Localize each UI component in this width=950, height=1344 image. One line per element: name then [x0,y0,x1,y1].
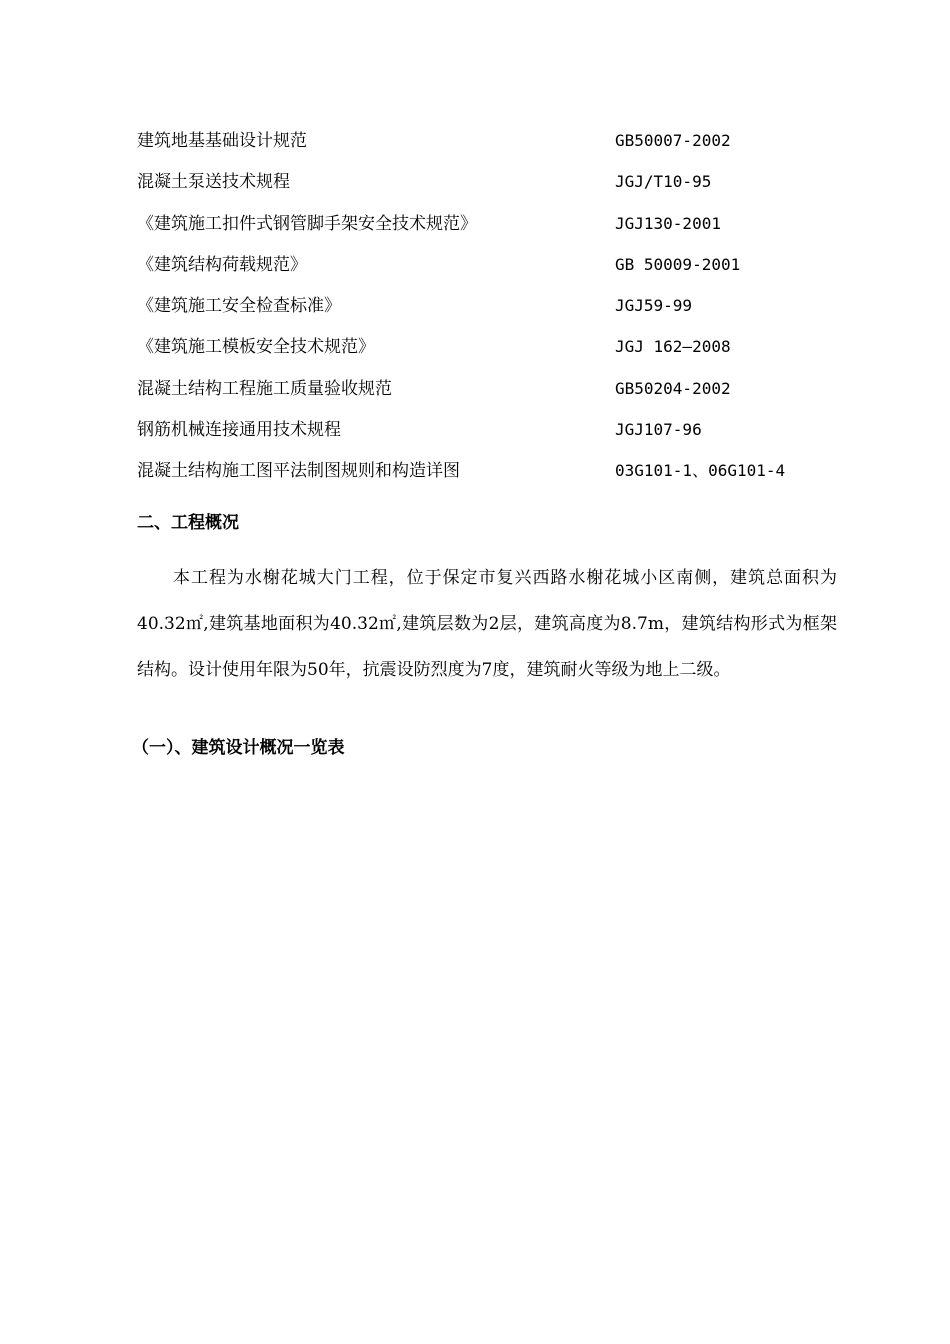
standard-row [137,209,837,250]
standard-name: 混凝土结构施工图平法制图规则和构造详图 [137,461,460,482]
standard-row [137,126,837,167]
standard-code: JGJ107-96 [615,420,702,440]
standard-name: 钢筋机械连接通用技术规程 [137,420,341,441]
project-overview-paragraph: 本工程为水榭花城大门工程，位于保定市复兴西路水榭花城小区南侧，建筑总面积为40.32㎡,建筑基地面积为40.32㎡,建筑层数为2层，建筑高度为8.7m，建筑结构形式为框架结构。设计使用年限为50年，抗震设防烈度为7度，建筑耐火等级为地上二级。 [137,568,837,680]
standard-name: 《建筑施工扣件式钢管脚手架安全技术规范》 [137,213,477,234]
standard-row [137,167,837,208]
standard-row [137,415,837,456]
standard-row [137,456,837,497]
standard-code: 03G101-1、06G101-4 [615,461,786,481]
standard-name: 《建筑结构荷载规范》 [137,254,307,275]
standard-code: JGJ130-2001 [615,213,721,233]
standard-code: GB 50009-2001 [615,254,741,274]
standard-name: 《建筑施工安全检查标准》 [137,296,341,317]
standard-code: JGJ/T10-95 [615,172,712,192]
standard-row [137,291,837,332]
standard-name: 混凝土结构工程施工质量验收规范 [137,378,392,399]
standard-row [137,332,837,373]
standard-code: JGJ 162—2008 [615,337,731,357]
section-heading: 二、工程概况 [137,513,239,533]
subsection-heading: （一）、建筑设计概况一览表 [132,738,345,758]
standard-row [137,374,837,415]
standard-name: 建筑地基基础设计规范 [137,131,307,151]
standard-code: GB50204-2002 [615,378,731,398]
standard-row [137,250,837,291]
standards-list [137,126,837,498]
standard-name: 混凝土泵送技术规程 [137,172,290,193]
standard-code: GB50007-2002 [615,131,731,150]
standard-name: 《建筑施工模板安全技术规范》 [137,337,375,358]
standard-code: JGJ59-99 [615,296,693,316]
